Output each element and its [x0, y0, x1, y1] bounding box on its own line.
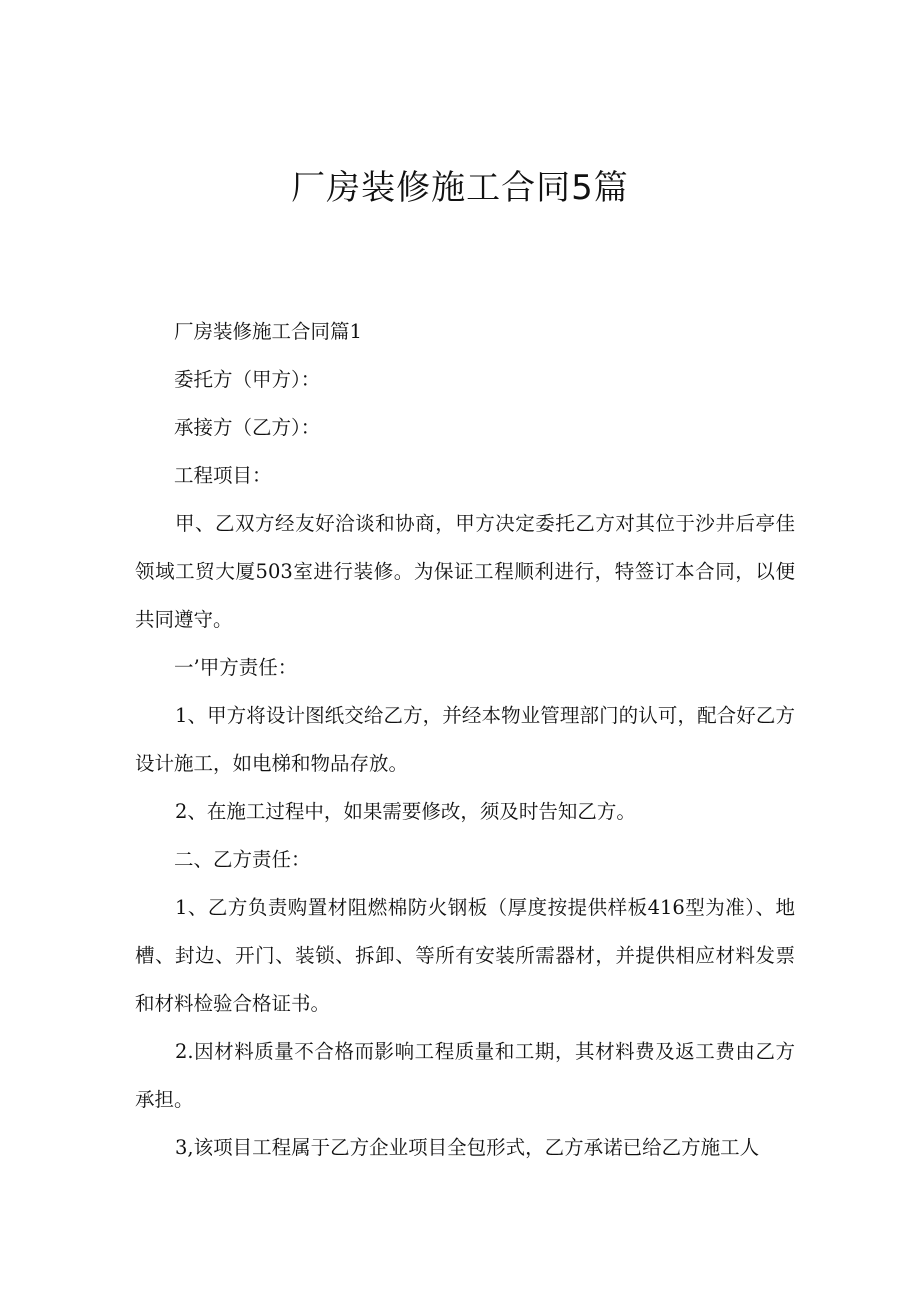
project-label: 工程项目： [174, 464, 272, 487]
party-b-item-1: 1、乙方负责购置材阻燃棉防火钢板（厚度按提供样板416型为准）、地槽、封边、开门、装锁、拆卸、等所有安装所需器材，并提供相应材料发票和材料检验合格证书。 [135, 896, 795, 1015]
intro-paragraph: 甲、乙双方经友好洽谈和协商，甲方决定委托乙方对其位于沙井后亭佳领域工贸大厦503室进行装修。为保证工程顺利进行，特签订本合同，以便共同遵守。 [135, 512, 795, 631]
contractor-label: 承接方（乙方）： [174, 416, 321, 439]
party-a-item-1: 1、甲方将设计图纸交给乙方，并经本物业管理部门的认可，配合好乙方设计施工，如电梯和物品存放。 [135, 704, 795, 775]
party-b-heading: 二、乙方责任： [174, 848, 311, 871]
document-title: 厂房装修施工合同5篇 [291, 168, 629, 208]
party-b-item-3: 3,该项目工程属于乙方企业项目全包形式，乙方承诺已给乙方施工人 [174, 1136, 760, 1159]
party-b-item-2: 2.因材料质量不合格而影响工程质量和工期，其材料费及返工费由乙方承担。 [135, 1040, 795, 1111]
party-a-heading: 一’甲方责任： [174, 656, 298, 679]
client-label: 委托方（甲方）： [174, 368, 321, 391]
party-a-item-2: 2、在施工过程中，如果需要修改，须及时告知乙方。 [174, 800, 636, 823]
section-heading: 厂房装修施工合同篇1 [174, 320, 362, 343]
document-body [135, 308, 795, 1172]
